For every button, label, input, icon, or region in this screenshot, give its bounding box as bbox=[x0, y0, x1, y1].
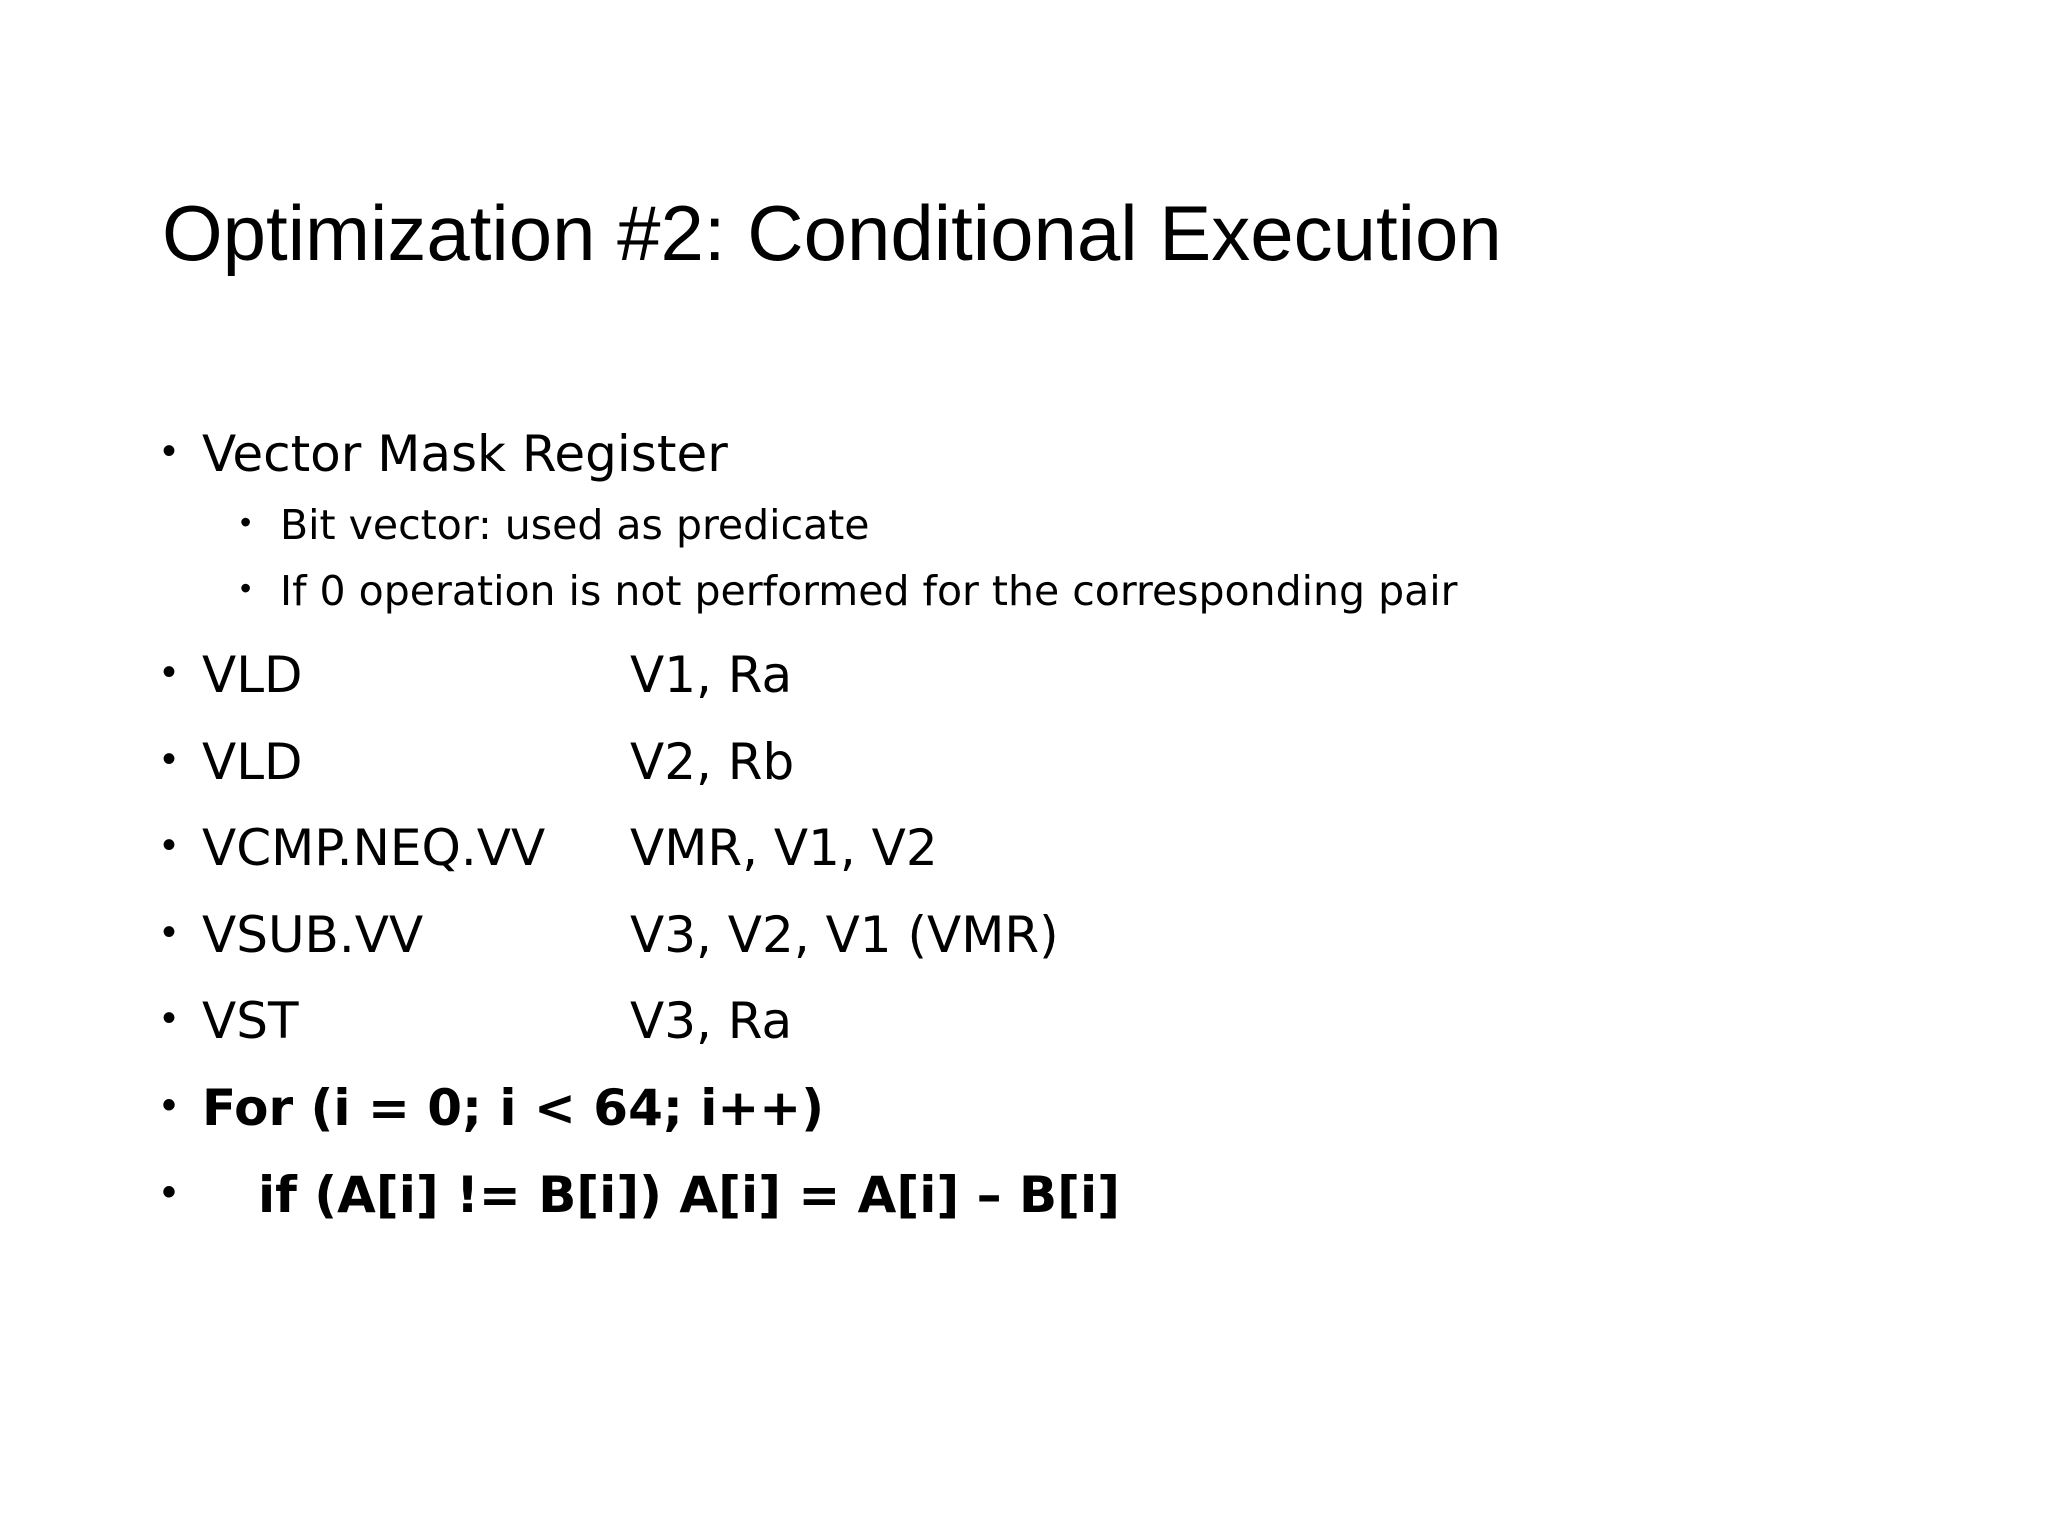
bullet-dot: • bbox=[162, 737, 177, 781]
bullet-dot: • bbox=[162, 650, 177, 694]
code-text: if (A[i] != B[i]) A[i] = A[i] – B[i] bbox=[258, 1166, 1120, 1224]
bullet-dot: • bbox=[162, 1083, 177, 1127]
instruction-opcode: VST bbox=[202, 992, 299, 1050]
bullet-dot: • bbox=[240, 504, 252, 540]
instruction-operands: V3, V2, V1 (VMR) bbox=[630, 906, 1059, 964]
bullet-dot: • bbox=[162, 1170, 177, 1214]
sub-bullet-text: If 0 operation is not performed for the corresponding pair bbox=[280, 567, 1458, 615]
bullet-dot: • bbox=[162, 910, 177, 954]
bullet-dot: • bbox=[162, 996, 177, 1040]
instruction-opcode: VCMP.NEQ.VV bbox=[202, 819, 546, 877]
bullet-dot: • bbox=[240, 570, 252, 606]
instruction-operands: V3, Ra bbox=[630, 992, 793, 1050]
code-text: For (i = 0; i < 64; i++) bbox=[202, 1079, 825, 1137]
bullet-text: Vector Mask Register bbox=[202, 425, 728, 483]
slide-title: Optimization #2: Conditional Execution bbox=[162, 189, 1502, 277]
instruction-opcode: VLD bbox=[202, 646, 303, 704]
instruction-operands: V2, Rb bbox=[630, 733, 795, 791]
sub-bullet-text: Bit vector: used as predicate bbox=[280, 501, 870, 549]
instruction-opcode: VSUB.VV bbox=[202, 906, 424, 964]
instruction-operands: V1, Ra bbox=[630, 646, 793, 704]
instruction-operands: VMR, V1, V2 bbox=[630, 819, 938, 877]
bullet-dot: • bbox=[162, 823, 177, 867]
instruction-opcode: VLD bbox=[202, 733, 303, 791]
bullet-dot: • bbox=[162, 429, 177, 473]
